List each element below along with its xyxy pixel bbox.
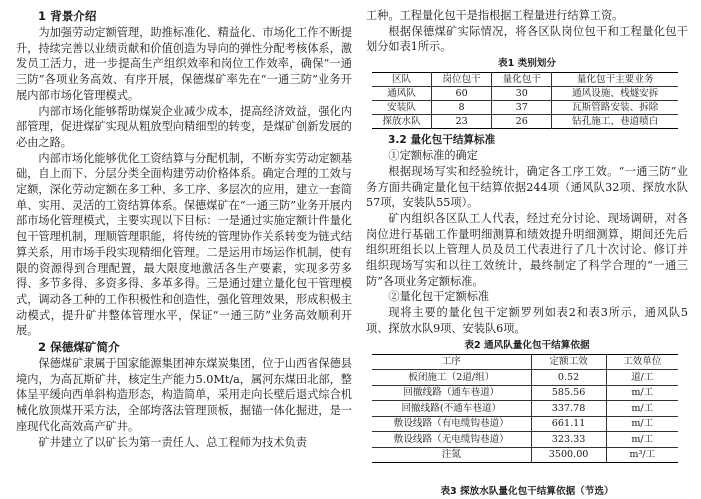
table-cell: m³/工 <box>606 447 678 463</box>
subsection-3-2-heading: 3.2 量化包干结算标准 <box>388 134 496 147</box>
table-header-cell: 岗位包干 <box>432 73 492 87</box>
paragraph: 现将主要的量化包干定额罗列如表2和表3所示，通风队5项、探放水队9项、安装队6项。 <box>366 306 688 335</box>
table-header-cell: 量化包干 <box>492 73 552 87</box>
paragraph: 根据现场写实和经验统计，确定各工序工效。“一通三防”业务方面共确定量化包干结算依据244项（通风队32项、探放水队57项，安装队55项）。 <box>366 164 688 210</box>
sub-heading: ①定额标准的确定 <box>388 149 478 163</box>
table-cell: m/工 <box>606 401 678 417</box>
table-cell: 661.11 <box>531 416 606 432</box>
paragraph: 内部市场化能够帮助煤炭企业减少成本，提高经济效益，强化内部管理，促进煤矿实现从粗放型向精细型的转变，是煤矿创新发展的必由之路。 <box>16 104 352 149</box>
paragraph: 内部市场化能够优化工资结算与分配机制，不断夯实劳动定额基础，自上而下、分层分类全面构建劳动价格体系。确定合理的工效与定额，深化劳动定额在多工种、多工序、多层次的应用，建立一套简单、实用、灵活的工资结算体系。保德煤矿在“一通三防”业务开展内部市场化管理模式，主要实现以下目标：一是通过实施定额计件量化包干管理机制，理顺管理职能，将传统的管理协作关系转变为链式结算关系，用市场手段实现精细化管理。二是运用市场运作机制，使有限的资源得到合理配置，最大限度地激活各生产要素，实现多劳多得、多节多得、多资多得、多革多得。三是通过建立量化包干管理模式，调动各工种的工作积极性和创造性，强化管理效果，形成积极主动模式，提升矿井整体管理水平，保证“一通三防”业务高效顺利开展。 <box>16 151 352 338</box>
table-row <box>372 447 678 463</box>
table-cell: 钻孔施工、巷道喷白 <box>552 115 678 129</box>
table-cell: 585.56 <box>531 385 606 401</box>
paragraph: 为加强劳动定额管理，助推标准化、精益化、市场化工作不断提升，持续完善以业绩贡献和价值创造为导向的弹性分配考核体系，激发员工活力，进一步提高生产组织效率和岗位工作效率，确保“一通三防”各项业务高效、有序开展，保德煤矿率先在“一通三防”业务开展内部市场化管理模式。 <box>16 26 352 102</box>
table-row <box>372 416 678 432</box>
right-column <box>366 0 688 497</box>
table-row <box>372 432 678 448</box>
table-header-row <box>372 73 678 87</box>
paragraph: 根据保德煤矿实际情况，将各区队岗位包干和工程量化包干划分如表1所示。 <box>366 24 688 54</box>
table-cell: 3500.00 <box>531 447 606 463</box>
paragraph: 保德煤矿隶属于国家能源集团神东煤炭集团，位于山西省保德县境内，为高瓦斯矿井，核定生产能力5.0Mt/a，属河东煤田北部，整体呈平缓向西单斜构造形态，构造简单，采用走向长壁后退式综合机械化放顶煤开采方法，全部垮落法管理顶板，掘锚一体化掘进，是一座现代化高效高产矿井。 <box>16 357 352 433</box>
table-cell: 安装队 <box>372 101 432 115</box>
table-row <box>372 401 678 417</box>
table-cell: 回撤线路（通车巷道） <box>372 385 531 401</box>
table-cell: 30 <box>492 87 552 101</box>
sub-heading: ②量化包干定额标准 <box>388 290 490 304</box>
paragraph: 工种。工程量化包干是指根据工程量进行结算工资。 <box>366 9 624 22</box>
table-header-cell: 量化包干主要业务 <box>552 73 678 87</box>
table-header-cell: 工序 <box>372 354 531 370</box>
table-2-caption: 表2 通风队量化包干结算依据 <box>464 339 590 351</box>
table-header-row <box>372 354 678 370</box>
table-row <box>372 87 678 101</box>
table-cell: 板闭施工（2道/组） <box>372 370 531 386</box>
table-cell: 敷设线路（有电缆钩巷道） <box>372 416 531 432</box>
table-2 <box>372 354 678 464</box>
table-row <box>372 370 678 386</box>
table-cell: m/工 <box>606 432 678 448</box>
table-row <box>372 101 678 115</box>
table-header-cell: 工效单位 <box>606 354 678 370</box>
table-cell: 26 <box>492 115 552 129</box>
table-cell: m/工 <box>606 385 678 401</box>
table-1-caption: 表1 类别划分 <box>498 58 556 70</box>
table-header-cell: 区队 <box>372 73 432 87</box>
table-1 <box>372 72 678 129</box>
table-cell: 注氮 <box>372 447 531 463</box>
table-cell: 337.78 <box>531 401 606 417</box>
table-cell: 8 <box>432 101 492 115</box>
section-1-heading: 1 背景介绍 <box>38 9 97 23</box>
section-2-heading: 2 保德煤矿简介 <box>38 340 120 355</box>
table-cell: 37 <box>492 101 552 115</box>
table-cell: 道/工 <box>606 370 678 386</box>
table-cell: 通风设施、栈燧安拆 <box>552 87 678 101</box>
table-cell: 323.33 <box>531 432 606 448</box>
table-cell: 通风队 <box>372 87 432 101</box>
left-column <box>16 0 352 450</box>
table-cell: 敷设线路（无电缆钩巷道） <box>372 432 531 448</box>
table-cell: 0.52 <box>531 370 606 386</box>
paragraph: 矿井建立了以矿长为第一责任人、总工程师为技术负责 <box>38 435 307 449</box>
table-cell: 探放水队 <box>372 115 432 129</box>
table-row <box>372 385 678 401</box>
paragraph: 矿内组织各区队工人代表，经过充分讨论、现场调研，对各岗位进行基础工作量明细测算和绩效提升明细测算，期间还先后组织班组长以上管理人员及员工代表进行了几十次讨论、修订并组织现场写实和以往工效统计，最终制定了科学合理的“一通三防”各项业务定额标准。 <box>366 211 688 288</box>
table-3-caption: 表3 探放水队量化包干结算依据（节选） <box>440 486 614 497</box>
table-cell: 瓦斯管路安装、拆除 <box>552 101 678 115</box>
table-row <box>372 115 678 129</box>
table-cell: 60 <box>432 87 492 101</box>
table-header-cell: 定额工效 <box>531 354 606 370</box>
table-cell: 回撤线路(不通车巷道） <box>372 401 531 417</box>
table-cell: 23 <box>432 115 492 129</box>
table-cell: m/工 <box>606 416 678 432</box>
